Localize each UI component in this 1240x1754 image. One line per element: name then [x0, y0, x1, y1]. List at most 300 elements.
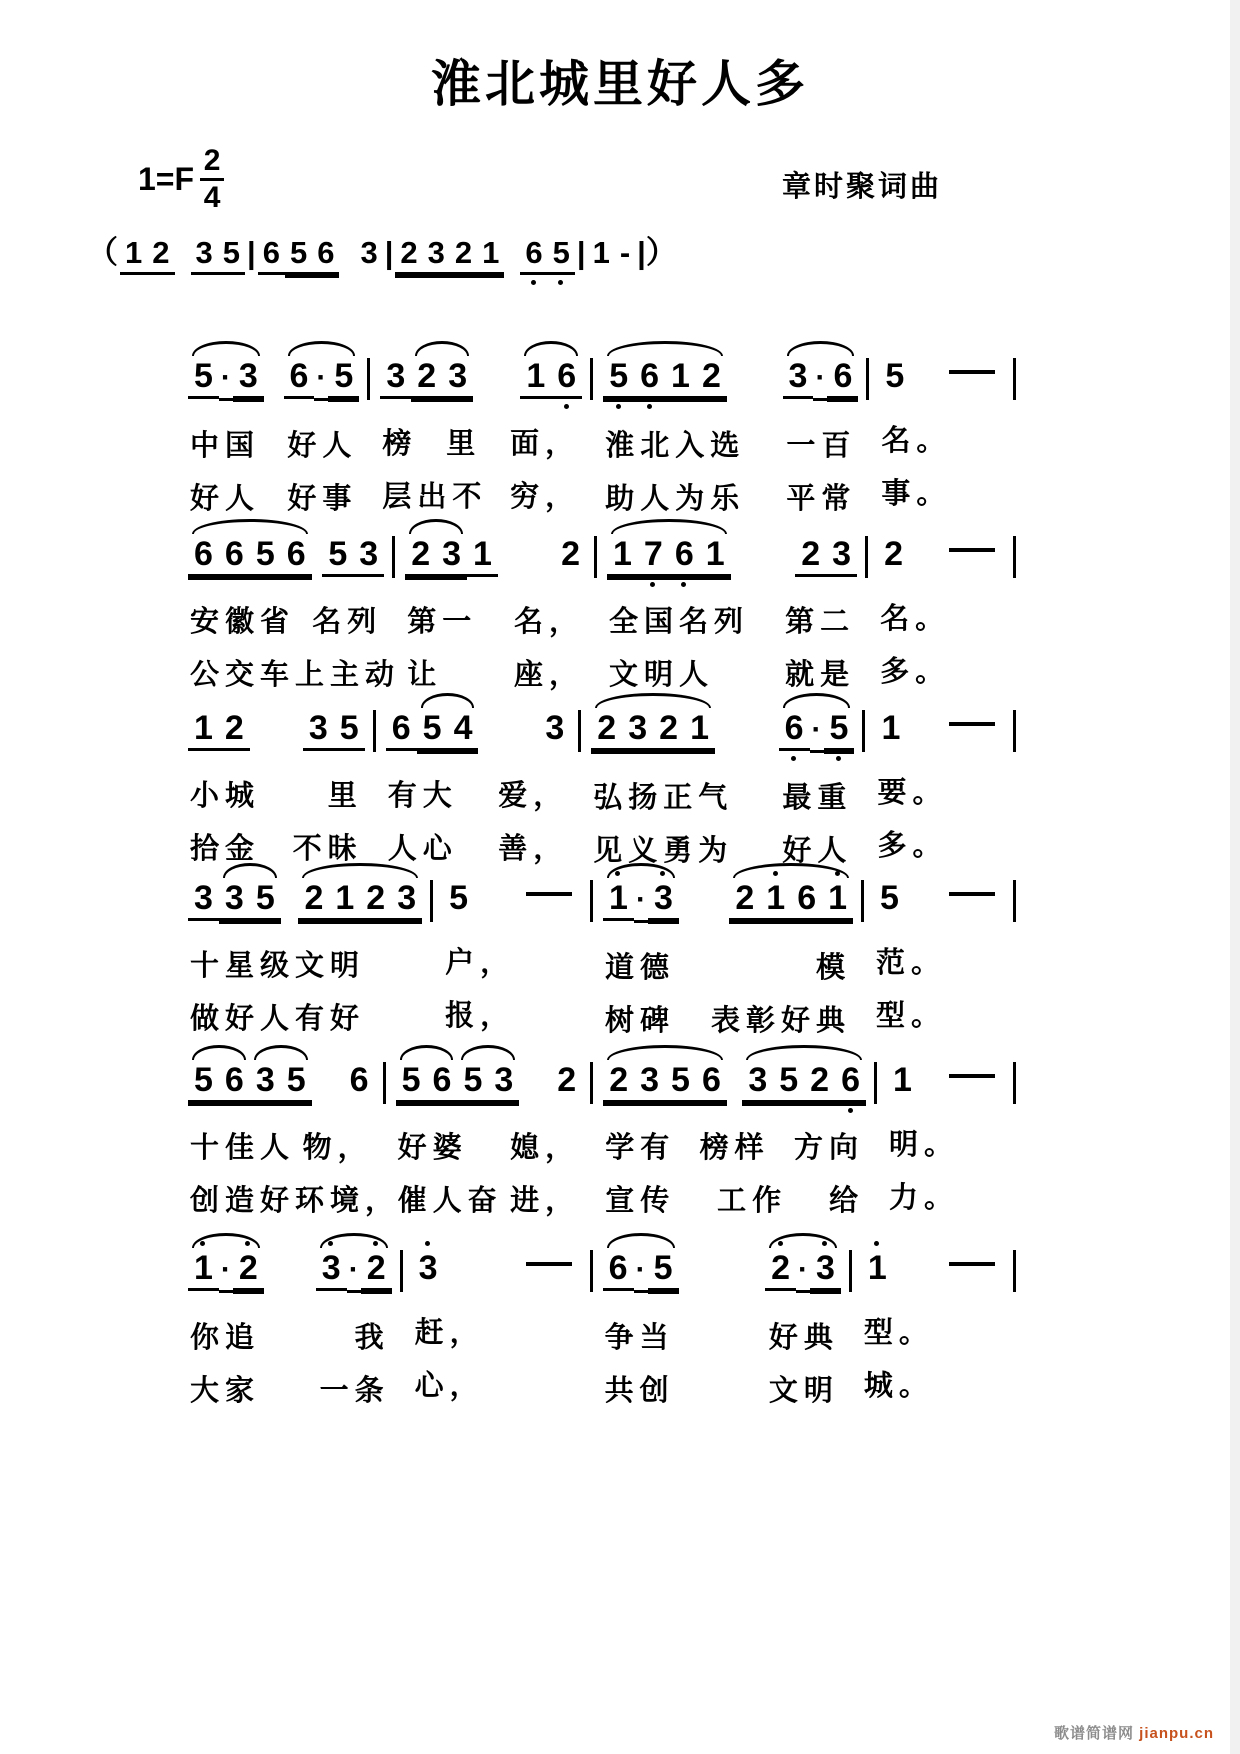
note-group [607, 534, 731, 577]
note: 5 [334, 708, 365, 751]
note: 1 [188, 1248, 219, 1291]
note: 5 [250, 534, 281, 577]
lyric-chunk: 好典 [768, 1322, 839, 1354]
slur-group [188, 356, 264, 401]
note: 3 [353, 534, 384, 577]
measure [871, 336, 1013, 512]
barline [430, 880, 433, 922]
note: 6 [634, 356, 665, 399]
slur-arc [192, 341, 260, 356]
note: 5 [218, 234, 245, 275]
note-group [603, 1060, 727, 1103]
system-row [180, 514, 1018, 693]
lyrics-row-2 [411, 1363, 584, 1404]
slur-group [603, 878, 679, 923]
slur-arc [421, 693, 475, 708]
note-group [396, 1060, 520, 1103]
slur-group [603, 1060, 727, 1103]
notation-row [411, 1228, 584, 1302]
low-octave-dot [531, 280, 536, 285]
lyric-chunk: 心， [414, 1370, 485, 1402]
lyric-chunk: 中国 [190, 430, 261, 462]
note-group [939, 356, 1005, 396]
note-group [298, 878, 422, 921]
slur-group [188, 1248, 264, 1293]
note-group [603, 356, 727, 399]
barline [590, 880, 593, 922]
barline [590, 358, 593, 400]
note-group [188, 878, 281, 921]
lyrics-row-1 [873, 770, 1007, 811]
watermark [1054, 1722, 1214, 1743]
slur-group [188, 1060, 250, 1103]
note-group [765, 1248, 841, 1293]
lyric-chunk: 平常 [786, 483, 857, 515]
lyric-chunk: 助人为乐 [605, 483, 746, 515]
measure [879, 1040, 1013, 1216]
barline-column [1013, 1228, 1018, 1292]
notation-row [589, 688, 856, 767]
lyric-chunk: 表彰好典 [711, 1005, 852, 1037]
slur-group [742, 1060, 866, 1103]
note-duration-dash [939, 1248, 1005, 1288]
slur-group [219, 878, 281, 921]
note-group [188, 1248, 264, 1293]
system-row [180, 858, 1018, 1039]
barline [862, 710, 865, 752]
lyric-chunk: 公交车上 [190, 659, 331, 691]
note: 3 [622, 708, 653, 751]
lyric-chunk: 工作 [717, 1185, 788, 1217]
intro-text: | [384, 235, 394, 270]
note-group [588, 234, 636, 272]
lyrics-row-2 [872, 993, 1007, 1034]
slur-group [591, 708, 715, 751]
measure [180, 514, 401, 693]
note-group [284, 356, 360, 401]
lyric-chunk: 文明人 [609, 659, 715, 691]
note: 5 [281, 1060, 312, 1103]
slur-group [396, 1060, 458, 1103]
duration-dash [949, 892, 995, 896]
note: 6 [551, 356, 582, 399]
barline [874, 1062, 877, 1104]
note-group [729, 878, 853, 921]
lyric-chunk: 事。 [881, 478, 952, 510]
note-duration-dash [939, 1060, 1005, 1100]
note-duration-dash [939, 356, 1005, 396]
lyric-chunk: 安徽省 [190, 606, 296, 638]
lyrics-row-1 [860, 1310, 1007, 1351]
barline [590, 1062, 593, 1104]
lyric-chunk: 十佳人 [190, 1132, 296, 1164]
lyrics-row-2 [605, 652, 859, 693]
intro-phrase [85, 234, 679, 275]
note: 2 [603, 1060, 634, 1103]
slur-group [188, 534, 312, 577]
note: 1 [188, 708, 219, 751]
note-group [355, 234, 382, 272]
duration-dash [949, 722, 995, 726]
low-octave-dot [791, 756, 796, 761]
slur-arc [223, 863, 277, 878]
note: 5 [396, 1060, 427, 1103]
lyric-chunk: 榜 [382, 428, 418, 460]
note: 6 [349, 1061, 369, 1099]
lyric-chunk: 要。 [877, 777, 948, 809]
note: 3 [423, 234, 450, 275]
note-group [939, 1248, 1005, 1288]
lyrics-row-2 [403, 652, 588, 693]
slur-arc [461, 1045, 515, 1060]
note: 6 [520, 234, 547, 275]
note-group [386, 708, 479, 751]
note-group [303, 708, 365, 751]
lyric-chunk: 媳， [510, 1132, 581, 1164]
measure [388, 1040, 591, 1219]
note: · [634, 1250, 648, 1293]
note: 6 [188, 534, 219, 577]
note: 2 [557, 1061, 577, 1099]
slur-arc [733, 863, 849, 878]
low-octave-dot [650, 582, 655, 587]
note-group [539, 708, 570, 748]
note-duration-dash [939, 708, 1005, 748]
lyric-chunk: 善， [498, 833, 569, 865]
measure [870, 514, 1013, 690]
lyric-chunk: 面， [510, 428, 581, 460]
low-octave-dot [558, 280, 563, 285]
note: 2 [360, 878, 391, 921]
key-signature [138, 146, 224, 213]
note: 1 [822, 878, 853, 921]
measure [180, 1040, 401, 1219]
note: 3 [488, 1060, 519, 1103]
measure [595, 1228, 849, 1409]
measure [583, 688, 862, 869]
lyric-chunk: 里 [327, 780, 363, 812]
lyric-chunk: 好人 [782, 835, 853, 867]
note: 2 [450, 234, 477, 275]
note: 5 [188, 1060, 219, 1103]
slur-group [765, 1248, 841, 1293]
lyric-chunk: 树碑 [605, 1005, 676, 1037]
note-duration-dash [516, 878, 582, 918]
notation-row [601, 336, 860, 415]
music-system [180, 514, 1018, 693]
lyric-chunk: 范。 [876, 947, 947, 979]
slur-group [603, 1248, 679, 1293]
note-group [875, 708, 906, 748]
music-system [180, 1228, 1018, 1409]
note: 2 [696, 356, 727, 399]
measure [595, 858, 861, 1039]
time-signature [200, 146, 224, 213]
lyric-chunk: 好事 [287, 483, 358, 515]
slur-group [457, 1060, 519, 1103]
lyric-chunk: 第一 [407, 606, 478, 638]
slur-arc [192, 519, 308, 534]
duration-dash [949, 1262, 995, 1266]
lyric-chunk: 做好人有好 [190, 1003, 366, 1035]
lyrics-row-1 [885, 1122, 1007, 1163]
lyric-chunk: 见义勇为 [593, 835, 734, 867]
note: 3 [742, 1060, 773, 1103]
note-group [191, 234, 246, 275]
lyric-chunk: 有大 [387, 780, 458, 812]
notation-row [378, 336, 584, 413]
lyric-chunk: 名， [513, 606, 584, 638]
lyric-chunk: 给 [829, 1185, 865, 1217]
lyrics-row-1 [186, 773, 367, 814]
note: 3 [233, 356, 264, 399]
low-octave-dot [836, 756, 841, 761]
slur-arc [607, 341, 723, 356]
note: 1 [603, 878, 634, 921]
slur-arc [409, 519, 463, 534]
barline [392, 536, 395, 578]
low-octave-dot [647, 404, 652, 409]
note: 1 [120, 234, 147, 275]
meter-denominator: 4 [203, 181, 221, 214]
note: 2 [395, 234, 422, 275]
note: 2 [765, 1248, 796, 1291]
low-octave-dot [564, 404, 569, 409]
measure [397, 514, 594, 693]
slur-arc [746, 1045, 862, 1060]
lyrics-row-1 [876, 596, 1007, 637]
slur-arc [302, 863, 418, 878]
lyric-chunk: 穷， [510, 481, 581, 513]
lyrics-row-1 [601, 423, 860, 464]
note-group [520, 356, 582, 399]
note: · [796, 1250, 810, 1293]
lyric-chunk: 主动 [330, 659, 401, 691]
lyrics-row-2 [186, 652, 401, 693]
barline-column [1013, 688, 1018, 752]
note: 2 [561, 535, 580, 573]
note: 6 [284, 356, 315, 399]
intro-text: | [576, 235, 586, 270]
lyrics-row-1 [877, 418, 1007, 459]
note-group [779, 708, 855, 753]
lyric-chunk: 拾金 [190, 833, 261, 865]
lyric-chunk: 明。 [889, 1129, 960, 1161]
note: 2 [729, 878, 760, 921]
note: 6 [603, 1248, 634, 1291]
note-group [258, 234, 340, 275]
lyric-chunk: 宣传 [605, 1185, 676, 1217]
lyric-chunk: 淮北入选 [605, 430, 746, 462]
lyrics-row-2 [441, 993, 584, 1034]
lyric-chunk: 城。 [863, 1370, 934, 1402]
note-group [591, 708, 715, 751]
barline [1013, 880, 1016, 922]
note-group [939, 878, 1005, 918]
slur-group [729, 878, 853, 921]
note: 3 [316, 1248, 347, 1291]
high-octave-dot [773, 871, 778, 876]
key-tonic: 1=F [138, 161, 195, 197]
note: · [810, 710, 824, 753]
note: · [347, 1250, 361, 1293]
note: 3 [250, 1060, 281, 1103]
note: 1 [700, 534, 731, 577]
measure [180, 688, 373, 867]
high-octave-dot [425, 1241, 430, 1246]
note: 5 [648, 1248, 679, 1291]
note: 6 [427, 1060, 458, 1103]
note: - [619, 235, 631, 270]
barline [367, 358, 370, 400]
lyrics-row-1 [378, 421, 584, 462]
note: 3 [191, 234, 218, 275]
lyric-chunk: 座， [513, 659, 584, 691]
duration-dash [526, 1262, 572, 1266]
lyrics-row-1 [605, 599, 859, 640]
slur-arc [607, 1233, 675, 1248]
duration-dash [949, 1074, 995, 1078]
lyrics-row-2 [378, 474, 584, 515]
lyric-chunk: 模 [816, 952, 852, 984]
note: 3 [634, 1060, 665, 1103]
lyric-chunk: 力。 [889, 1182, 960, 1214]
note: 2 [795, 534, 826, 577]
barline [383, 1062, 386, 1104]
note-duration-dash [939, 534, 1005, 574]
measure [599, 514, 865, 693]
note-group [551, 1060, 582, 1100]
lyric-chunk: 小城 [190, 780, 261, 812]
low-octave-dot [616, 404, 621, 409]
barline [849, 1250, 852, 1292]
note-group [887, 1060, 918, 1100]
system-row [180, 688, 1018, 869]
lyric-chunk: 我 [354, 1322, 390, 1354]
lyrics-row-1 [186, 1315, 394, 1356]
note: 1 [592, 235, 610, 270]
slur-arc [524, 341, 578, 356]
lyric-chunk: 层出不 [382, 481, 488, 513]
notation-row [872, 858, 1007, 932]
slur-arc [415, 341, 469, 356]
measure [180, 1228, 400, 1409]
slur-group [603, 356, 727, 399]
note-group [316, 1248, 392, 1293]
lyric-chunk: 大家 [190, 1375, 261, 1407]
note: 1 [893, 1061, 912, 1099]
note-group [516, 1248, 582, 1288]
note: 5 [417, 708, 448, 751]
notation-row [186, 514, 386, 591]
slur-group [411, 356, 473, 399]
barline-column [1013, 858, 1018, 922]
note: 3 [442, 356, 473, 399]
note-group [795, 534, 857, 577]
lyrics-row-2 [186, 1178, 401, 1219]
lyrics-row-2 [601, 1178, 868, 1219]
note: 6 [669, 534, 700, 577]
note-group [939, 708, 1005, 748]
barline [866, 358, 869, 400]
lyric-chunk: 榜样 [699, 1132, 770, 1164]
lyrics-row-1 [601, 1125, 868, 1166]
lyric-chunk: 型。 [876, 1000, 947, 1032]
notation-row [384, 688, 573, 765]
note: 5 [548, 234, 575, 275]
note: 3 [360, 235, 378, 270]
note: 1 [684, 708, 715, 751]
lyrics-row-1 [589, 775, 856, 816]
high-octave-dot [835, 871, 840, 876]
low-octave-dot [848, 1108, 853, 1113]
slur-arc [787, 341, 855, 356]
note: 1 [760, 878, 791, 921]
note-group [603, 1248, 679, 1293]
music-system [180, 1040, 1018, 1219]
note-group [878, 534, 909, 574]
note: · [813, 358, 827, 401]
note: 3 [783, 356, 814, 399]
note: 3 [303, 708, 334, 751]
lyrics-row-2 [876, 649, 1007, 690]
lyric-chunk: 名。 [881, 425, 952, 457]
slur-group [417, 708, 479, 751]
slur-group [316, 1248, 392, 1293]
note: 3 [391, 878, 422, 921]
note: 6 [386, 708, 417, 751]
lyrics-row-2 [394, 1178, 585, 1219]
note: 7 [638, 534, 669, 577]
note-group [520, 234, 575, 275]
lyric-chunk: 全国名列 [609, 606, 750, 638]
lyrics-row-1 [872, 940, 1007, 981]
note: 3 [219, 878, 250, 921]
lyric-chunk: 型。 [863, 1317, 934, 1349]
note: 1 [607, 534, 638, 577]
measure [867, 688, 1013, 864]
watermark-site-name: 歌谱简谱网 [1053, 1725, 1134, 1742]
note: 2 [405, 534, 436, 577]
lyric-chunk: 文明 [768, 1375, 839, 1407]
note: · [634, 880, 648, 923]
note: 5 [285, 234, 312, 275]
lyric-chunk: 多。 [880, 656, 951, 688]
slur-group [298, 878, 422, 921]
lyric-chunk: 物， [302, 1132, 373, 1164]
notation-row [877, 336, 1007, 410]
measure [595, 1040, 874, 1219]
lyric-chunk: 就是 [785, 659, 856, 691]
note: 6 [219, 1060, 250, 1103]
note: 3 [413, 1248, 444, 1288]
slur-arc [595, 693, 711, 708]
high-octave-dot [874, 1241, 879, 1246]
note: 5 [880, 879, 899, 917]
lyrics-row-1 [186, 423, 361, 464]
note: 2 [591, 708, 622, 751]
note: 2 [653, 708, 684, 751]
note: 6 [791, 878, 822, 921]
note: 1 [467, 534, 498, 577]
note-group [742, 1060, 866, 1103]
note: 2 [298, 878, 329, 921]
notation-row [186, 858, 424, 935]
note: 6 [827, 356, 858, 399]
lyrics-row-1 [441, 940, 584, 981]
lyric-chunk: 境， [330, 1185, 401, 1217]
music-system [180, 858, 1018, 1039]
